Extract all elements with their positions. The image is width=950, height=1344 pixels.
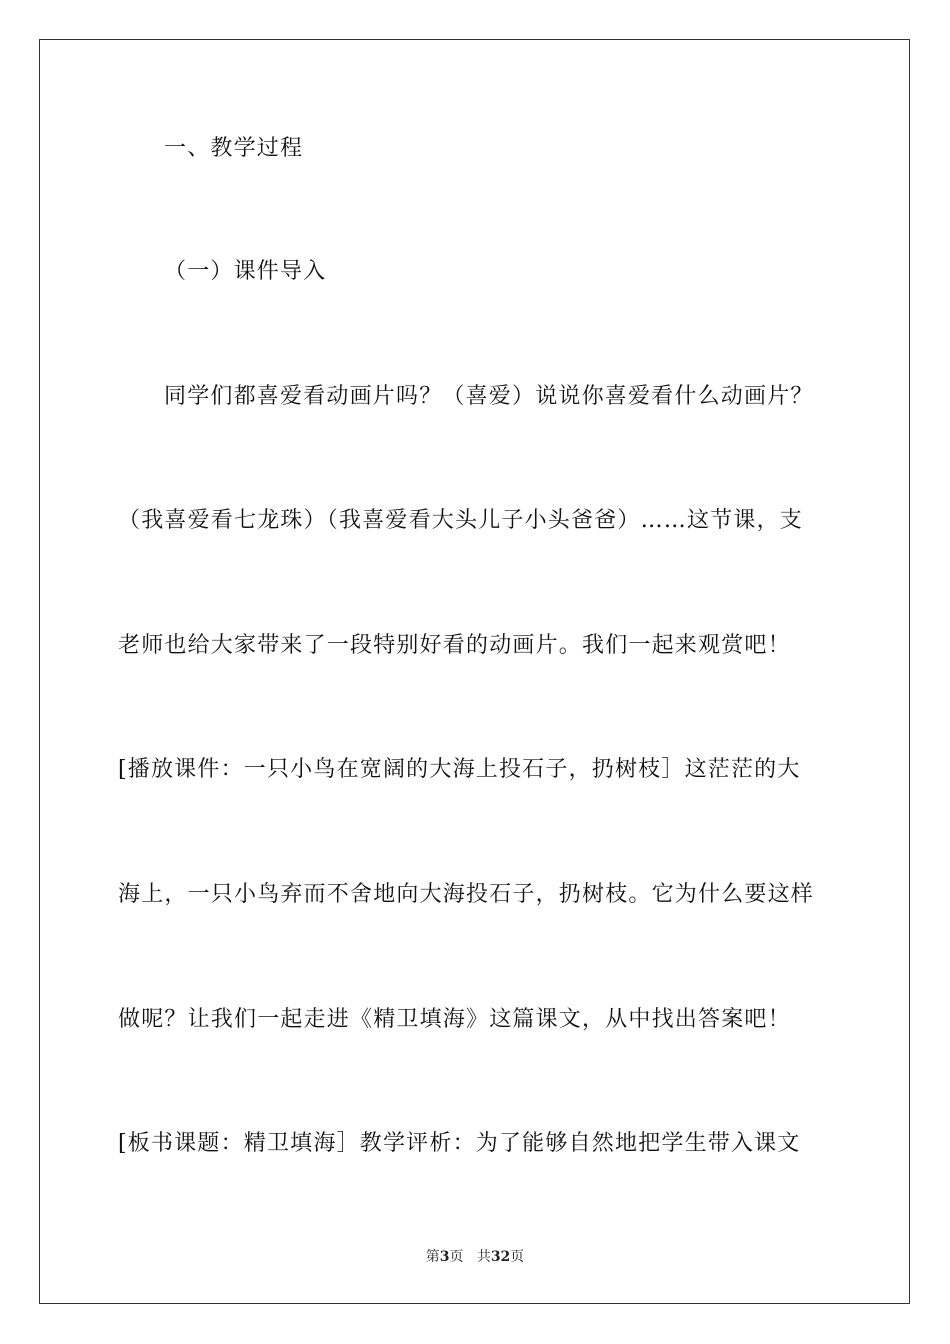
paragraph-line-2: （我喜爱看七龙珠）（我喜爱看大头儿子小头爸爸）……这节课，支: [118, 508, 804, 533]
paragraph-line-7: [板书课题：精卫填海］教学评析：为了能够自然地把学生带入课文: [118, 1131, 801, 1156]
paragraph-line-3: 老师也给大家带来了一段特别好看的动画片。我们一起来观赏吧！: [118, 633, 791, 658]
footer-prefix: 第: [425, 1249, 440, 1265]
footer-total-prefix: 共: [476, 1249, 491, 1265]
paragraph-line-4: [播放课件：一只小鸟在宽阔的大海上投石子，扔树枝］这茫茫的大: [118, 757, 801, 782]
subsection-heading: （一）课件导入: [164, 259, 327, 284]
section-heading: 一、教学过程: [164, 136, 304, 161]
paragraph-line-6: 做呢？让我们一起走进《精卫填海》这篇课文，从中找出答案吧！: [118, 1007, 791, 1032]
paragraph-line-5: 海上，一只小鸟弃而不舍地向大海投石子，扔树枝。它为什么要这样: [118, 882, 815, 907]
page-frame: [39, 39, 910, 1304]
total-pages: 32: [490, 1249, 511, 1265]
footer-total-suffix: 页: [510, 1249, 525, 1265]
page-footer: [0, 1247, 950, 1267]
paragraph-line-1: 同学们都喜爱看动画片吗？（喜爱）说说你喜爱看什么动画片？: [164, 384, 814, 409]
footer-page-suffix: 页: [449, 1249, 464, 1265]
page-number: 3: [439, 1249, 450, 1265]
